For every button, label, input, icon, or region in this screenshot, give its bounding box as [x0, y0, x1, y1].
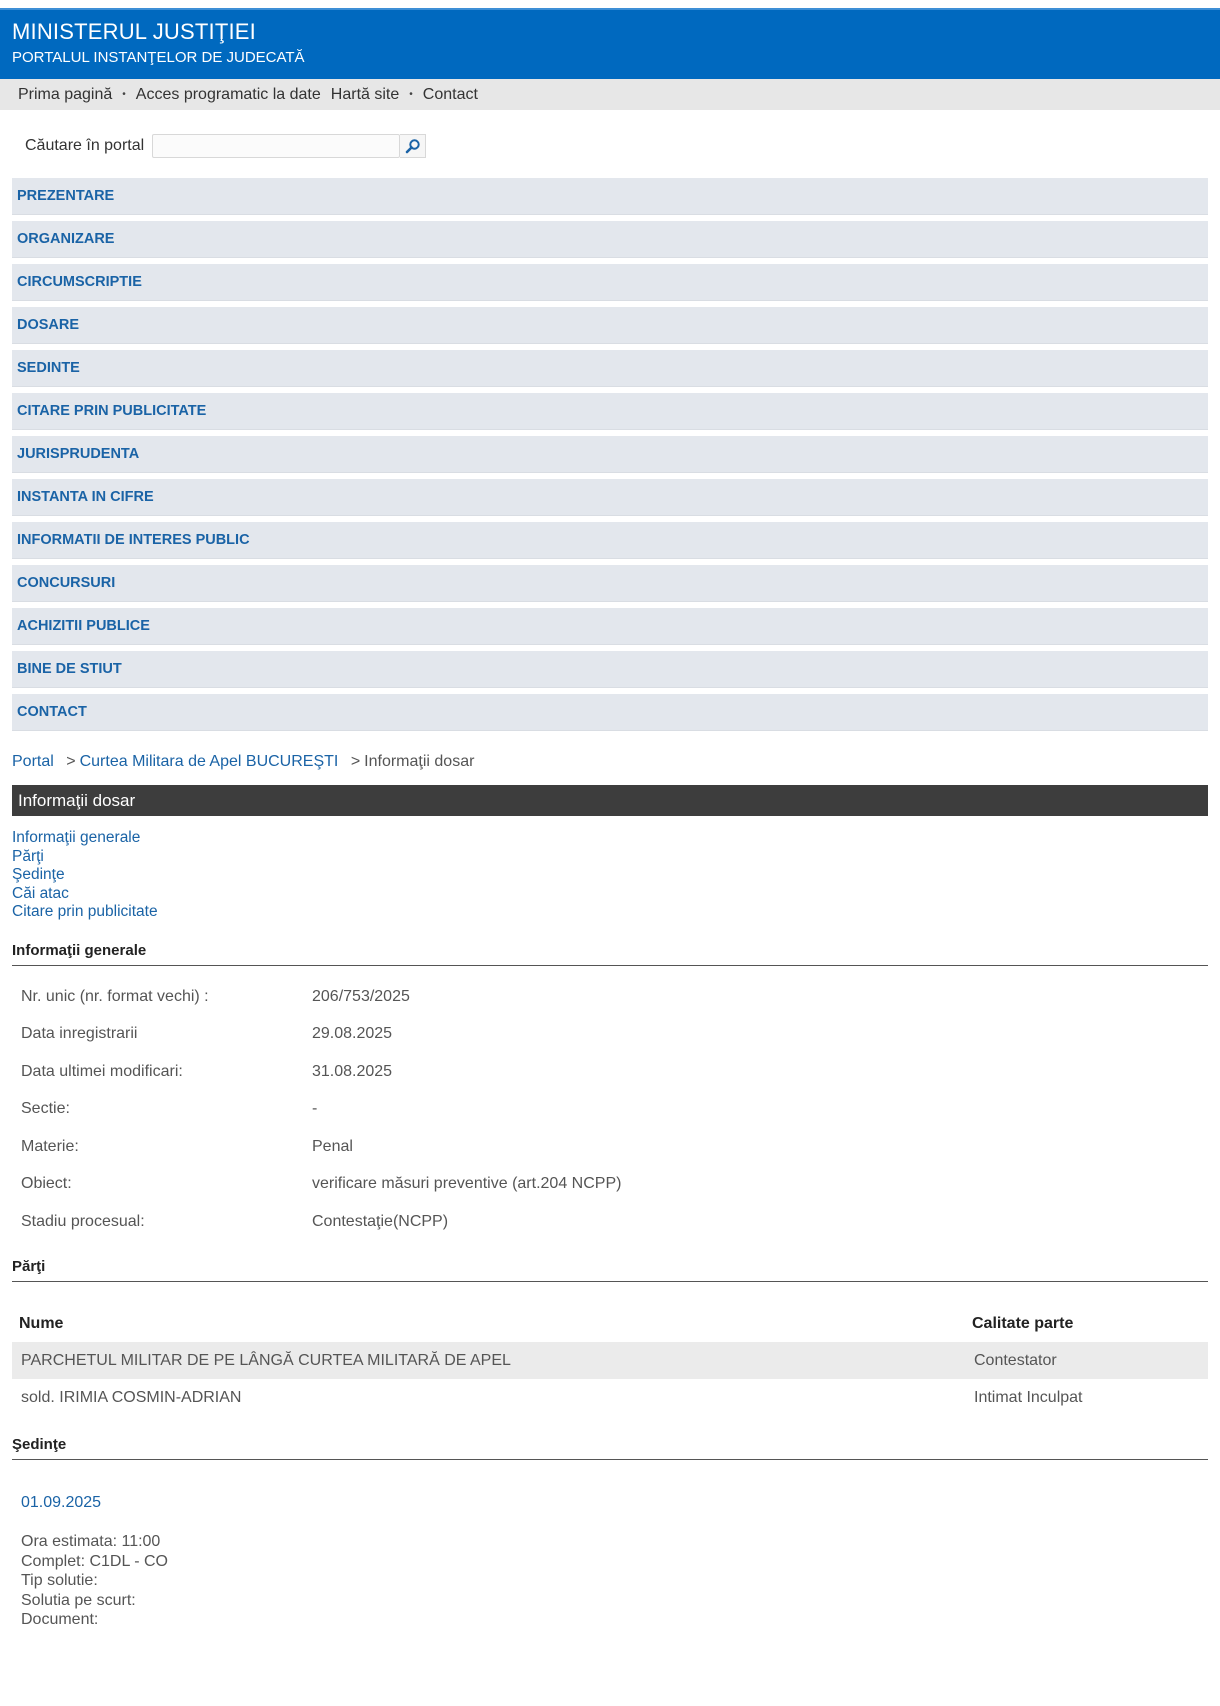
search-icon: [405, 138, 421, 154]
menu-item-bine-de-stiut[interactable]: BINE DE STIUT: [12, 651, 1208, 688]
search-button[interactable]: [400, 134, 426, 158]
menu-item-organizare[interactable]: ORGANIZARE: [12, 221, 1208, 258]
hearing-document: Document:: [21, 1611, 99, 1628]
section-heading-sedinte: Şedinţe: [12, 1436, 1208, 1460]
hearing-solution-summary: Solutia pe scurt:: [21, 1591, 136, 1609]
menu-item-contact[interactable]: CONTACT: [12, 694, 1208, 731]
breadcrumb: [12, 753, 1208, 775]
menu-item-informatii-interes-public[interactable]: INFORMATII DE INTERES PUBLIC: [12, 522, 1208, 559]
general-info-table: [12, 988, 1208, 1251]
breadcrumb-portal[interactable]: Portal: [12, 753, 54, 770]
portal-search: [25, 132, 1220, 160]
info-label: Data inregistrarii: [21, 1025, 138, 1042]
site-header: [0, 8, 1220, 79]
info-row: [12, 1025, 1208, 1063]
parti-table: [12, 1306, 1208, 1416]
topnav-api-access[interactable]: Acces programatic la date: [135, 85, 321, 103]
info-value: verificare măsuri preventive (art.204 NCPP): [312, 1175, 622, 1192]
breadcrumb-court[interactable]: Curtea Militara de Apel BUCUREŞTI: [79, 753, 339, 770]
table-header: [12, 1306, 1208, 1342]
menu-item-prezentare[interactable]: PREZENTARE: [12, 178, 1208, 215]
top-strip: [0, 0, 1220, 8]
hearing-time: Ora estimata: 11:00: [21, 1533, 161, 1550]
menu-item-concursuri[interactable]: CONCURSURI: [12, 565, 1208, 602]
link-cai-atac[interactable]: Căi atac: [12, 884, 69, 902]
info-row: [12, 1175, 1208, 1213]
party-role: Intimat Inculpat: [974, 1388, 1083, 1406]
sedinte-section: [21, 1494, 1208, 1630]
info-label: Stadiu procesual:: [21, 1212, 145, 1230]
link-sedinte[interactable]: Şedinţe: [12, 866, 65, 883]
topnav-sitemap[interactable]: Hartă site: [330, 85, 400, 103]
topnav-separator: •: [409, 89, 413, 100]
info-row: [12, 1138, 1208, 1176]
section-heading-general: Informaţii generale: [12, 942, 1208, 966]
hearing-panel: Complet: C1DL - CO: [21, 1552, 168, 1570]
link-citare-publicitate[interactable]: Citare prin publicitate: [12, 903, 158, 920]
search-label: Căutare în portal: [25, 137, 145, 154]
info-value: Contestaţie(NCPP): [312, 1212, 449, 1230]
info-row: [12, 1063, 1208, 1101]
topnav-home[interactable]: Prima pagină: [18, 85, 113, 103]
menu-item-dosare[interactable]: DOSARE: [12, 307, 1208, 344]
menu-item-achizitii[interactable]: ACHIZITII PUBLICE: [12, 608, 1208, 645]
breadcrumb-current: Informaţii dosar: [364, 753, 475, 770]
link-parti[interactable]: Părţi: [12, 847, 44, 865]
column-header-nume: Nume: [19, 1315, 64, 1332]
top-nav: [0, 79, 1220, 110]
menu-item-instanta-in-cifre[interactable]: INSTANTA IN CIFRE: [12, 479, 1208, 516]
info-label: Materie:: [21, 1137, 79, 1155]
info-label: Sectie:: [21, 1100, 70, 1117]
page-title: Informaţii dosar: [12, 785, 1208, 816]
search-input[interactable]: [152, 134, 400, 158]
topnav-separator: •: [122, 89, 126, 100]
info-label: Data ultimei modificari:: [21, 1062, 183, 1080]
hearing-date: 01.09.2025: [21, 1494, 102, 1511]
info-label: Obiect:: [21, 1175, 72, 1192]
info-row: [12, 1100, 1208, 1138]
info-row: [12, 988, 1208, 1026]
table-row: [12, 1379, 1208, 1416]
info-value: 206/753/2025: [312, 987, 410, 1005]
site-subtitle: PORTALUL INSTANŢELOR DE JUDECATĂ: [12, 49, 305, 66]
info-row: [12, 1213, 1208, 1251]
info-value: 31.08.2025: [312, 1062, 393, 1080]
party-role: Contestator: [974, 1351, 1057, 1369]
party-name: sold. IRIMIA COSMIN-ADRIAN: [21, 1388, 242, 1406]
main-menu: [12, 178, 1208, 731]
column-header-calitate: Calitate parte: [972, 1315, 1074, 1332]
info-value: Penal: [312, 1137, 353, 1155]
link-informatii-generale[interactable]: Informaţii generale: [12, 829, 141, 846]
topnav-contact[interactable]: Contact: [422, 85, 478, 103]
site-title: MINISTERUL JUSTIŢIEI: [12, 19, 256, 44]
hearing-solution-type: Tip solutie:: [21, 1572, 98, 1589]
info-value: -: [312, 1100, 318, 1117]
breadcrumb-separator: >: [66, 753, 76, 770]
section-links: [12, 829, 1208, 922]
info-value: 29.08.2025: [312, 1025, 393, 1042]
menu-item-citare[interactable]: CITARE PRIN PUBLICITATE: [12, 393, 1208, 430]
menu-item-sedinte[interactable]: SEDINTE: [12, 350, 1208, 387]
info-label: Nr. unic (nr. format vechi) :: [21, 987, 209, 1005]
party-name: PARCHETUL MILITAR DE PE LÂNGĂ CURTEA MILITARĂ DE APEL: [21, 1351, 511, 1369]
menu-item-jurisprudenta[interactable]: JURISPRUDENTA: [12, 436, 1208, 473]
table-row: [12, 1342, 1208, 1379]
section-heading-parti: Părţi: [12, 1258, 1208, 1282]
menu-item-circumscriptie[interactable]: CIRCUMSCRIPTIE: [12, 264, 1208, 301]
breadcrumb-separator: >: [350, 753, 361, 770]
hearing-details: [21, 1532, 1208, 1630]
